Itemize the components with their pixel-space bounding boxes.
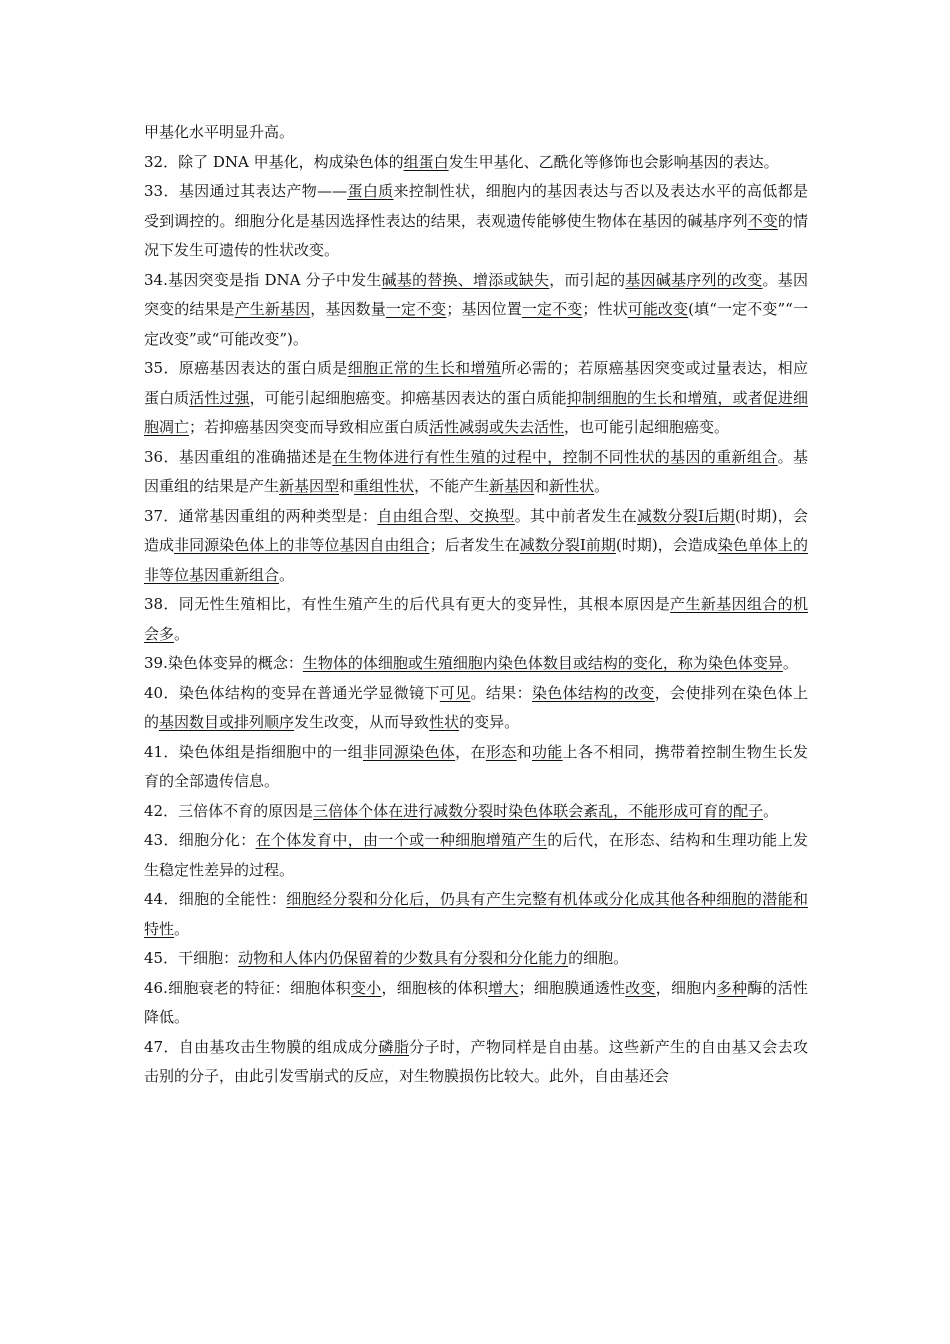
text-segment: 的变异。: [459, 713, 520, 731]
answer-underline: 一定不变: [385, 300, 447, 318]
text-segment: ，也可能引起细胞癌变。: [564, 418, 730, 436]
text-segment: 。: [594, 477, 610, 495]
text-segment: 37．通常基因重组的两种类型是：: [144, 506, 378, 525]
paragraph: [144, 502, 808, 591]
answer-underline: 一定不变: [521, 300, 583, 318]
paragraph: [144, 443, 808, 502]
text-segment: ；若抑癌基因突变而导致相应蛋白质: [189, 418, 430, 436]
text-segment: 。: [763, 801, 779, 820]
paragraph: [144, 590, 808, 649]
text-segment: 。其中前者发生在: [514, 506, 638, 525]
answer-underline: 染色单体上的非等位基因重新组合: [144, 536, 808, 584]
answer-underline: 基因碱基序列的改变: [625, 270, 763, 289]
text-segment: ；性状: [582, 300, 628, 318]
text-segment: ，而引起的: [549, 270, 626, 289]
answer-underline: 功能: [531, 742, 563, 761]
answer-underline: 增大: [488, 978, 519, 997]
answer-underline: 减数分裂Ⅰ后期: [637, 506, 735, 525]
answer-underline: 新基因型: [279, 477, 340, 495]
text-segment: 。: [174, 919, 190, 938]
text-segment: 分子时，产物同样是自由基。这些新产生的自由基又会去攻击别的分子，由此引发雪崩式的反应，对生物膜损伤比较大。此外，自由基还会: [144, 1037, 808, 1085]
text-segment: 来控制性状，细胞内的基因表达与否以及表达水平的高低都是受到调控的。细胞分化是基因选择性表达的结果，表观遗传能够使生物体在基因的碱基序列: [144, 182, 808, 230]
answer-underline: 可能改变: [627, 300, 689, 318]
text-segment: 的情况下发生可遗传的性状改变。: [144, 211, 808, 259]
paragraph: [144, 177, 808, 266]
text-segment: 酶的活性降低。: [144, 978, 808, 1026]
text-segment: 41．染色体组是指细胞中的一组: [144, 742, 364, 761]
text-segment: 。: [782, 654, 798, 672]
text-segment: ；细胞膜通透性: [518, 978, 626, 997]
text-segment: ；基因位置: [446, 300, 522, 318]
answer-underline: 在生物体进行有性生殖的过程中，控制不同性状的基因的重新组合: [332, 447, 778, 466]
answer-underline: 多种: [716, 978, 748, 997]
answer-underline: 改变: [625, 978, 656, 997]
text-segment: 33．基因通过其表达产物——: [144, 182, 348, 200]
answer-underline: 非同源染色体上的非等位基因自由组合: [174, 536, 430, 554]
paragraph: [144, 974, 808, 1033]
text-segment: ，不能产生: [414, 477, 490, 495]
text-segment: 45．干细胞：: [144, 949, 239, 967]
document-body: [144, 118, 808, 1092]
paragraph: [144, 679, 808, 738]
answer-underline: 活性过强: [189, 388, 250, 407]
text-segment: 。基因重组的结果是产生: [144, 447, 808, 495]
answer-underline: 三倍体个体在进行减数分裂时染色体联会紊乱，不能形成可育的配子: [313, 801, 764, 820]
text-segment: ，细胞核的体积: [381, 978, 489, 997]
text-segment: (填“一定不变”“一定改变”或“可能改变”)。: [144, 300, 808, 348]
answer-underline: 形态: [485, 742, 517, 761]
answer-underline: 可见: [439, 683, 471, 702]
text-segment: 所必需的；若原癌基因突变或过量表达，相应蛋白质: [144, 359, 808, 407]
text-segment: 47．自由基攻击生物膜的组成成分: [144, 1037, 379, 1056]
paragraph: [144, 797, 808, 827]
answer-underline: 组蛋白: [403, 152, 449, 171]
text-segment: (时期)，会造成: [144, 506, 808, 554]
paragraph: [144, 826, 808, 885]
text-segment: 上各不相同，携带着控制生物生长发育的全部遗传信息。: [144, 742, 808, 790]
paragraph: [144, 118, 808, 148]
text-segment: 发生改变，从而导致: [294, 713, 430, 731]
paragraph: [144, 354, 808, 443]
answer-underline: 染色体结构的改变: [531, 683, 655, 702]
answer-underline: 重组性状: [354, 477, 415, 495]
paragraph: [144, 885, 808, 944]
paragraph: [144, 1033, 808, 1092]
text-segment: 发生甲基化、乙酰化等修饰也会影响基因的表达。: [448, 152, 779, 171]
text-segment: 。结果：: [470, 683, 532, 702]
text-segment: 甲基化水平明显升高。: [144, 123, 295, 141]
answer-underline: 自由组合型、交换型: [377, 506, 515, 525]
text-segment: 40．染色体结构的变异在普通光学显微镜下: [144, 683, 440, 702]
text-segment: ，可能引起细胞癌变。抑癌基因表达的蛋白质能: [249, 388, 567, 407]
answer-underline: 细胞正常的生长和增殖: [347, 359, 502, 377]
answer-underline: 细胞经分裂和分化后，仍具有产生完整有机体或分化成其他各种细胞的潜能和特性: [144, 890, 808, 938]
answer-underline: 不变: [747, 211, 778, 230]
text-segment: 42．三倍体不育的原因是: [144, 801, 314, 820]
text-segment: 43．细胞分化：: [144, 831, 256, 849]
text-segment: 。基因突变的结果是: [144, 270, 808, 318]
answer-underline: 碱基的替换、增添或缺失: [381, 270, 550, 289]
answer-underline: 基因数目或排列顺序: [159, 713, 295, 731]
paragraph: [144, 266, 808, 355]
answer-underline: 变小: [350, 978, 382, 997]
answer-underline: 动物和人体内仍保留着的少数具有分裂和分化能力: [238, 949, 569, 967]
text-segment: 和: [516, 742, 532, 761]
text-segment: 39.染色体变异的概念：: [144, 654, 303, 672]
text-segment: 和: [534, 477, 550, 495]
text-segment: (时期)，会造成: [615, 536, 718, 554]
text-segment: 36．基因重组的准确描述是: [144, 447, 333, 466]
answer-underline: 活性减弱或失去活性: [429, 418, 565, 436]
paragraph: [144, 944, 808, 974]
text-segment: 32．除了 DNA 甲基化，构成染色体的: [144, 152, 404, 171]
text-segment: 38．同无性生殖相比，有性生殖产生的后代具有更大的变异性，其根本原因是: [144, 595, 671, 613]
answer-underline: 非同源染色体: [363, 742, 456, 761]
text-segment: 34.基因突变是指 DNA 分子中发生: [144, 270, 382, 289]
text-segment: ，会使排列在染色体上的: [144, 683, 808, 731]
answer-underline: 性状: [429, 713, 460, 731]
answer-underline: 抑制细胞的生长和增殖，或者促进细胞凋亡: [144, 388, 808, 436]
text-segment: ，基因数量: [310, 300, 386, 318]
answer-underline: 新基因: [489, 477, 535, 495]
text-segment: 和: [339, 477, 355, 495]
answer-underline: 新性状: [549, 477, 595, 495]
text-segment: 。: [279, 565, 295, 584]
answer-underline: 减数分裂Ⅰ前期: [519, 536, 616, 554]
answer-underline: 产生新基因: [234, 300, 311, 318]
text-segment: 46.细胞衰老的特征：细胞体积: [144, 978, 351, 997]
text-segment: ，在: [455, 742, 486, 761]
paragraph: [144, 649, 808, 679]
text-segment: ，细胞内: [655, 978, 717, 997]
answer-underline: 产生新基因组合的机会多: [144, 595, 808, 643]
answer-underline: 生物体的体细胞或生殖细胞内染色体数目或结构的变化，称为染色体变异: [302, 654, 783, 672]
text-segment: 。: [174, 624, 190, 643]
text-segment: 35．原癌基因表达的蛋白质是: [144, 359, 348, 377]
paragraph: [144, 148, 808, 178]
text-segment: ；后者发生在: [429, 536, 520, 554]
paragraph: [144, 738, 808, 797]
text-segment: 的后代，在形态、结构和生理功能上发生稳定性差异的过程。: [144, 831, 808, 879]
text-segment: 44．细胞的全能性：: [144, 890, 287, 908]
text-segment: 的细胞。: [568, 949, 629, 967]
answer-underline: 蛋白质: [347, 182, 394, 200]
answer-underline: 在个体发育中，由一个或一种细胞增殖产生: [255, 831, 548, 849]
answer-underline: 磷脂: [378, 1037, 410, 1056]
